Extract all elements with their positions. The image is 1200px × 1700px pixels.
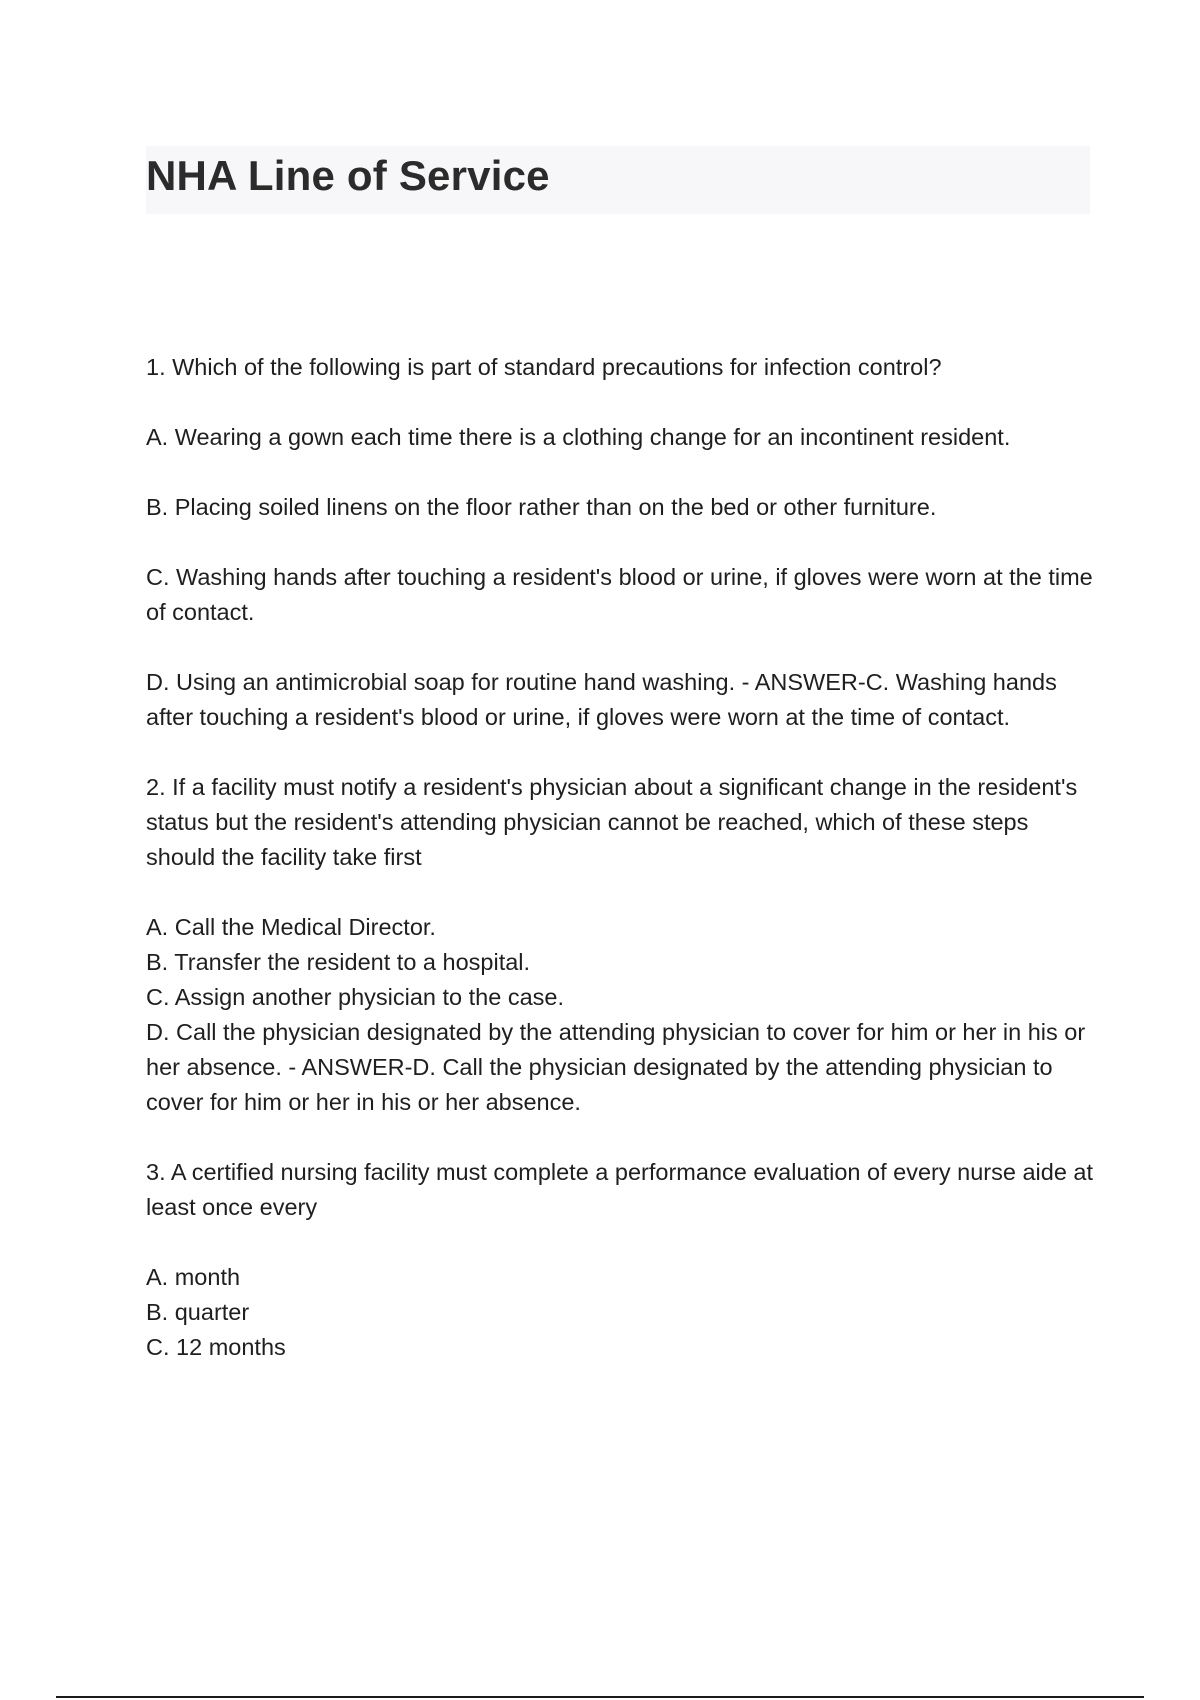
question-2-stem: 2. If a facility must notify a resident's physician about a significant change in the resident's status but the resident's attending physician cannot be reached, which of these steps should the facility take first <box>146 774 1078 870</box>
question-2-option-b: B. Transfer the resident to a hospital. <box>146 949 531 975</box>
question-1-option-a: A. Wearing a gown each time there is a clothing change for an incontinent resident. <box>146 424 1011 450</box>
document-title: NHA Line of Service <box>146 152 550 199</box>
footer-divider <box>56 1696 1144 1698</box>
question-1-stem: 1. Which of the following is part of standard precautions for infection control? <box>146 354 942 380</box>
question-2-option-d-answer: D. Call the physician designated by the attending physician to cover for him or her in his or her absence. - ANSWER-D. Call the physician designated by the attending physician to cover for him or her in his or her absence. <box>146 1019 1086 1115</box>
question-2-option-c: C. Assign another physician to the case. <box>146 984 565 1010</box>
question-1-option-b: B. Placing soiled linens on the floor rather than on the bed or other furniture. <box>146 494 937 520</box>
question-1-option-d-answer: D. Using an antimicrobial soap for routine hand washing. - ANSWER-C. Washing hands after touching a resident's blood or urine, if gloves were worn at the time of contact. <box>146 669 1057 730</box>
question-3-option-b: B. quarter <box>146 1299 250 1325</box>
question-3-option-a: A. month <box>146 1264 241 1290</box>
question-3-option-c: C. 12 months <box>146 1334 286 1360</box>
question-2-option-a: A. Call the Medical Director. <box>146 914 436 940</box>
question-1-option-c: C. Washing hands after touching a resident's blood or urine, if gloves were worn at the time of contact. <box>146 564 1093 625</box>
question-3-stem: 3. A certified nursing facility must complete a performance evaluation of every nurse aide at least once every <box>146 1159 1094 1220</box>
document-body <box>146 350 1096 1365</box>
